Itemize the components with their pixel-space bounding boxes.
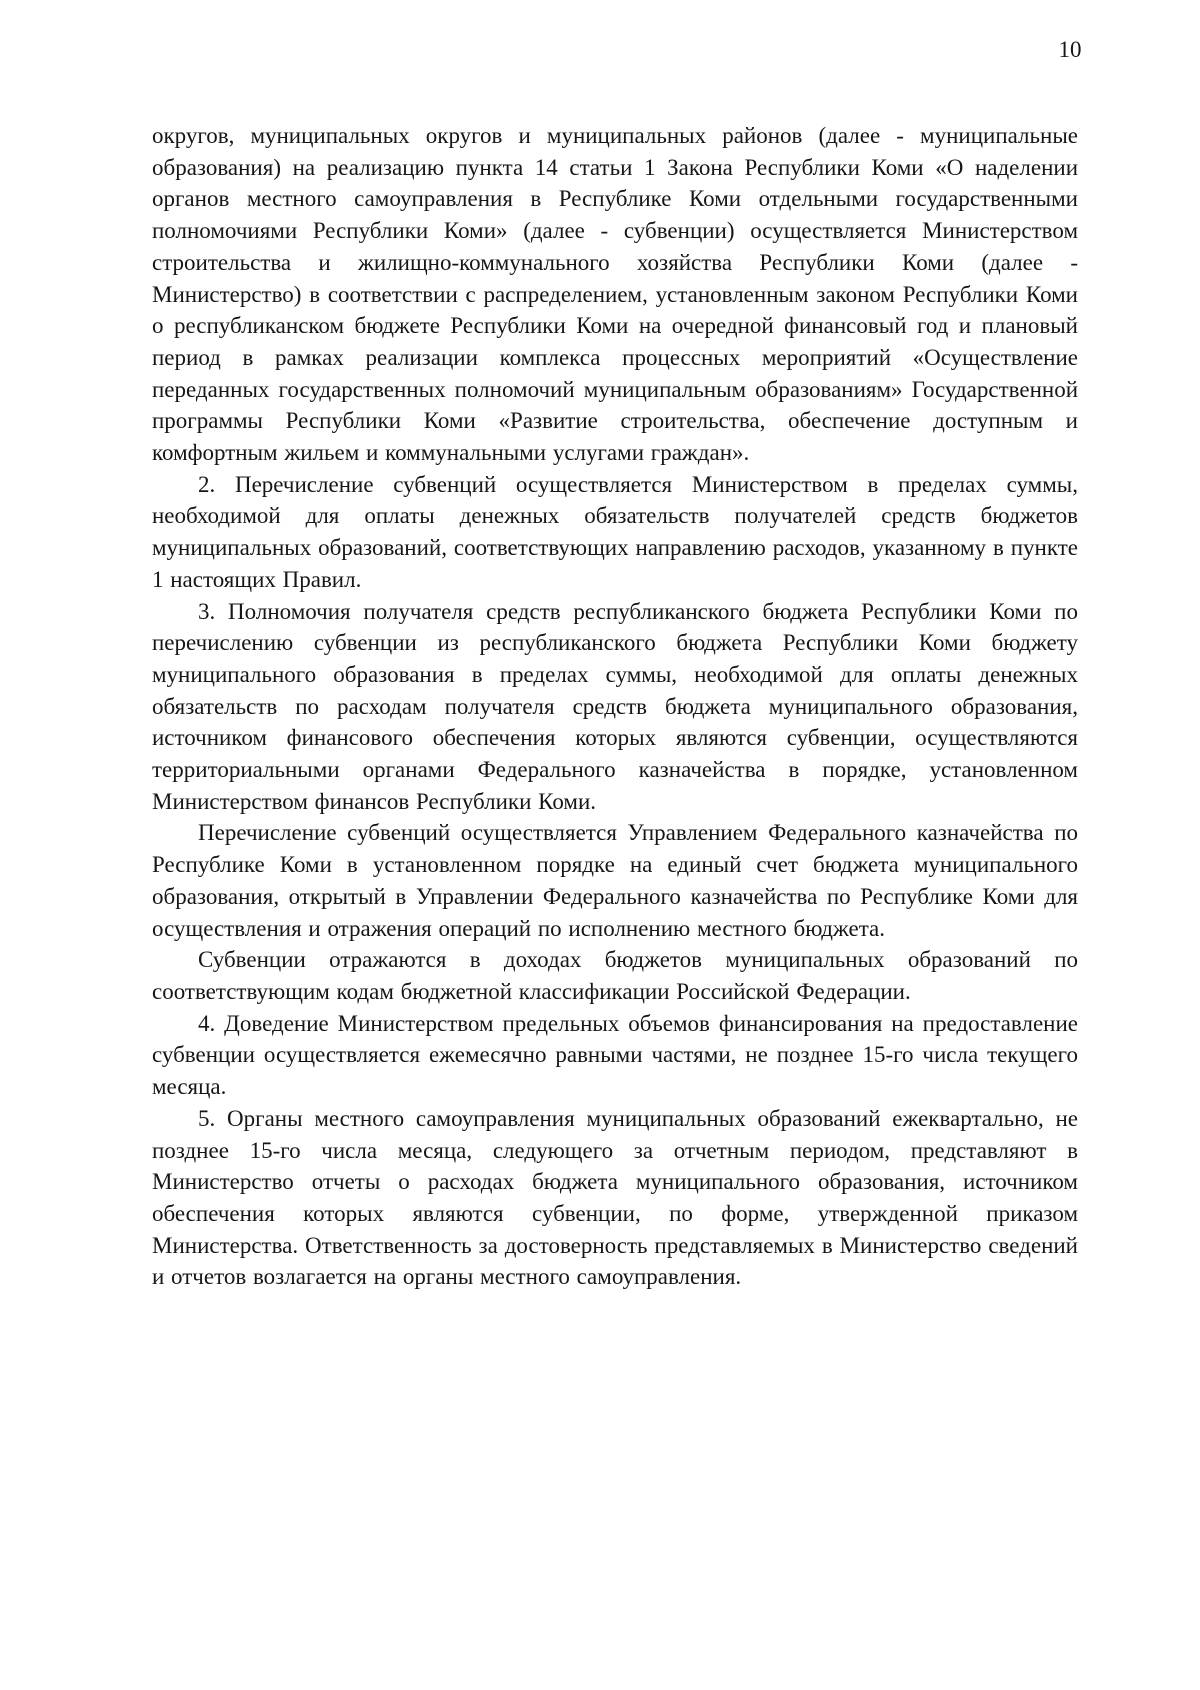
paragraph-item-2: 2. Перечисление субвенций осуществляется Министерством в пределах суммы, необходимой для оплаты денежных обязательств получателей средств бюджетов муниципальных образований, соответствующих направлению расходов, указанному в пункте 1 настоящих Правил.: [152, 471, 1078, 592]
paragraph-item-4: 4. Доведение Министерством предельных объемов финансирования на предоставление субвенции осуществляется ежемесячно равными частями, не позднее 15-го числа текущего месяца.: [152, 1010, 1078, 1100]
paragraph-continuation: округов, муниципальных округов и муниципальных районов (далее - муниципальные образования) на реализацию пункта 14 статьи 1 Закона Республики Коми «О наделении органов местного самоуправления в Республике Коми отдельными государственными полномочиями Республики Коми» (далее - субвенции) осуществляется Министерством строительства и жилищно-коммунального хозяйства Республики Коми (далее - Министерство) в соответствии с распределением, установленным законом Республики Коми о республиканском бюджете Республики Коми на очередной финансовый год и плановый период в рамках реализации комплекса процессных мероприятий «Осуществление переданных государственных полномочий муниципальным образованиям» Государственной программы Республики Коми «Развитие строительства, обеспечение доступным и комфортным жильем и коммунальными услугами граждан».: [152, 123, 1078, 466]
paragraph-item-3-continued-2: Субвенции отражаются в доходах бюджетов муниципальных образований по соответствующим кодам бюджетной классификации Российской Федерации.: [152, 947, 1078, 1004]
paragraph-item-3-continued: Перечисление субвенций осуществляется Управлением Федерального казначейства по Республике Коми в установленном порядке на единый счет бюджета муниципального образования, открытый в Управлении Федерального казначейства по Республике Коми для осуществления и отражения операций по исполнению местного бюджета.: [152, 820, 1078, 941]
page-number: 10: [1058, 37, 1082, 62]
paragraph-item-3: 3. Полномочия получателя средств республиканского бюджета Республики Коми по перечислению субвенции из республиканского бюджета Республики Коми бюджету муниципального образования в пределах суммы, необходимой для оплаты денежных обязательств по расходам получателя средств бюджета муниципального образования, источником финансового обеспечения которых являются субвенции, осуществляются территориальными органами Федерального казначейства в порядке, установленном Министерством финансов Республики Коми.: [152, 598, 1078, 814]
paragraph-item-5: 5. Органы местного самоуправления муниципальных образований ежеквартально, не позднее 15-го числа месяца, следующего за отчетным периодом, представляют в Министерство отчеты о расходах бюджета муниципального образования, источником обеспечения которых являются субвенции, по форме, утвержденной приказом Министерства. Ответственность за достоверность представляемых в Министерство сведений и отчетов возлагается на органы местного самоуправления.: [152, 1105, 1078, 1290]
body-text: [152, 120, 1078, 1293]
